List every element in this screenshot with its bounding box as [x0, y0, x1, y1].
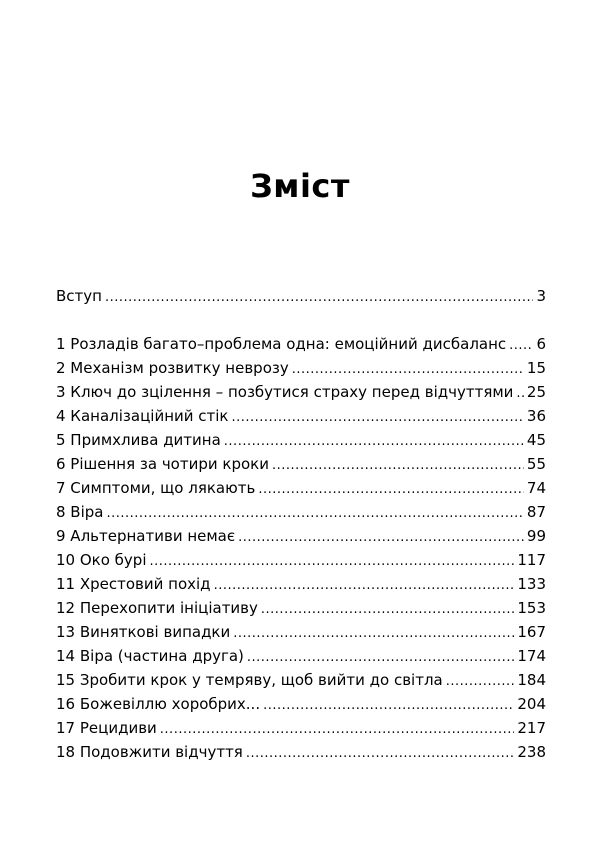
dot-leader: [263, 692, 514, 716]
toc-entry-page: 174: [517, 647, 546, 665]
toc-entry: [56, 668, 546, 692]
toc-entry-page: 153: [517, 599, 546, 617]
dot-leader: [509, 332, 533, 356]
toc-entry-page: 36: [526, 407, 546, 425]
toc-entry: [56, 740, 546, 764]
toc-entry-page: 6: [536, 335, 546, 353]
dot-leader: [247, 644, 514, 668]
toc-entry: [56, 332, 546, 356]
toc-entry-page: 74: [526, 479, 546, 497]
toc-entry-label: 14 Віра (частина друга): [56, 647, 244, 665]
toc-entry-page: 45: [526, 431, 546, 449]
dot-leader: [292, 356, 524, 380]
toc-entry-page: 25: [526, 383, 546, 401]
toc-entry: [56, 692, 546, 716]
toc-entry-label: 16 Божевіллю хоробрих...: [56, 695, 261, 713]
dot-leader: [105, 284, 533, 308]
toc-entry: [56, 500, 546, 524]
dot-leader: [238, 524, 524, 548]
toc-entry-page: 238: [517, 743, 546, 761]
toc-entry-page: 184: [517, 671, 546, 689]
toc-entry-label: 5 Примхлива дитина: [56, 431, 221, 449]
toc-entry-label: 15 Зробити крок у темряву, щоб вийти до світла: [56, 671, 443, 689]
toc-entry-page: 55: [526, 455, 546, 473]
toc-entry-intro: [56, 284, 546, 308]
dot-leader: [160, 716, 515, 740]
toc-entry: [56, 620, 546, 644]
toc-entry: [56, 572, 546, 596]
page-title: Зміст: [250, 167, 350, 205]
toc-entry-page: 204: [517, 695, 546, 713]
toc-entry: [56, 548, 546, 572]
dot-leader: [233, 620, 514, 644]
toc-entry-page: 15: [526, 359, 546, 377]
toc-entry-label: 17 Рецидиви: [56, 719, 157, 737]
toc-entry-page: 3: [536, 287, 546, 305]
toc-entry-page: 87: [526, 503, 546, 521]
toc-entry-label: 13 Виняткові випадки: [56, 623, 231, 641]
dot-leader: [232, 404, 524, 428]
toc-entry-label: 11 Хрестовий похід: [56, 575, 211, 593]
dot-leader: [246, 740, 515, 764]
toc-entry: [56, 380, 546, 404]
toc-entry: [56, 716, 546, 740]
dot-leader: [446, 668, 515, 692]
toc-entry-label: 1 Розладів багато–проблема одна: емоційний дисбаланс: [56, 335, 507, 353]
toc-entry-label: 3 Ключ до зцілення – позбутися страху перед відчуттями: [56, 383, 514, 401]
toc-entry: [56, 356, 546, 380]
toc-entry-page: 167: [517, 623, 546, 641]
dot-leader: [272, 452, 524, 476]
toc-entry-label: 8 Віра: [56, 503, 104, 521]
toc-entry: [56, 452, 546, 476]
toc-entry-page: 99: [526, 527, 546, 545]
toc-entry-label: 10 Око бурі: [56, 551, 147, 569]
toc-entry-label: 9 Альтернативи немає: [56, 527, 236, 545]
toc-entry-label: Вступ: [56, 287, 102, 305]
toc-entry-label: 4 Каналізаційний стік: [56, 407, 229, 425]
toc-entry-page: 133: [517, 575, 546, 593]
toc-entry-label: 7 Симптоми, що лякають: [56, 479, 256, 497]
toc-entry: [56, 404, 546, 428]
toc-entry-label: 12 Перехопити ініціативу: [56, 599, 258, 617]
toc-entry-page: 217: [517, 719, 546, 737]
toc-entry: [56, 428, 546, 452]
toc-entry-label: 18 Подовжити відчуття: [56, 743, 243, 761]
dot-leader: [149, 548, 514, 572]
toc-entry: [56, 596, 546, 620]
table-of-contents: [56, 284, 546, 764]
dot-leader: [224, 428, 524, 452]
dot-leader: [261, 596, 514, 620]
toc-entry: [56, 524, 546, 548]
dot-leader: [214, 572, 515, 596]
toc-entry: [56, 644, 546, 668]
dot-leader: [516, 380, 524, 404]
toc-entry-label: 6 Рішення за чотири кроки: [56, 455, 269, 473]
dot-leader: [106, 500, 523, 524]
dot-leader: [258, 476, 524, 500]
toc-entry-label: 2 Механізм розвитку неврозу: [56, 359, 289, 377]
toc-entry-page: 117: [517, 551, 546, 569]
toc-entry: [56, 476, 546, 500]
